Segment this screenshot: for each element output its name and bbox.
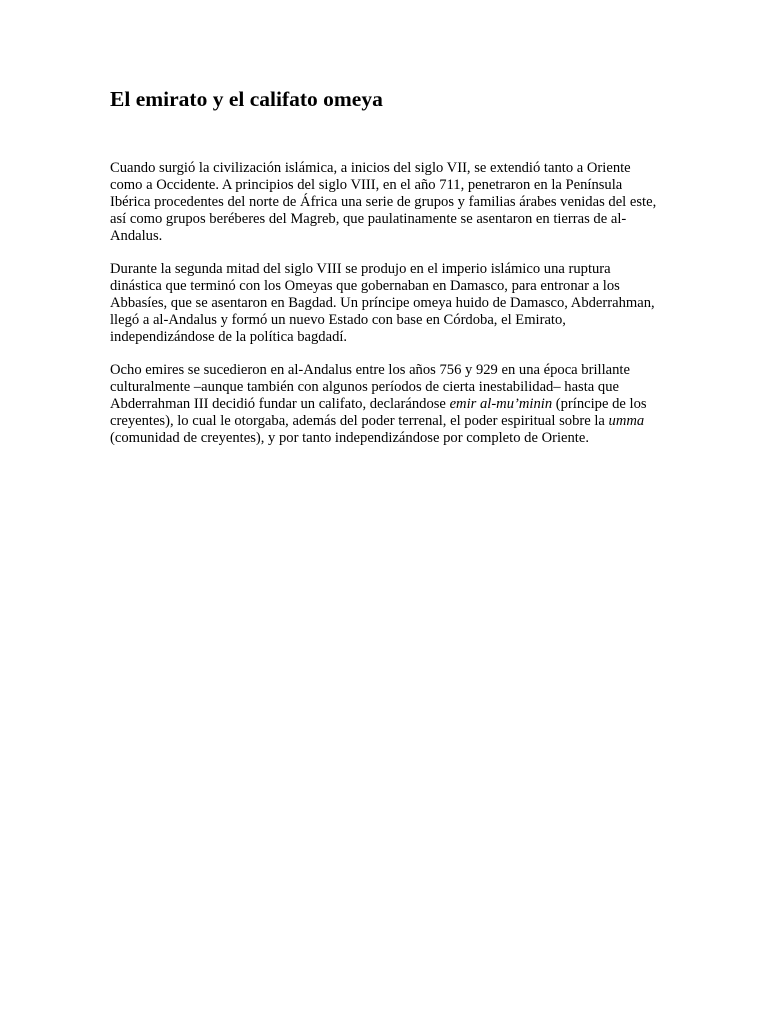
term-emir-al-muminin: emir al-mu’minin xyxy=(449,396,553,412)
paragraph-1: Cuando surgió la civilización islámica, a inicios del siglo VII, se extendió tanto a Oriente como a Occidente. A principios del siglo VIII, en el año 711, penetraron en la Península Ibérica procedentes del norte de África una serie de grupos y familias árabes venidas del este, así como grupos beréberes del Magreb, que paulatinamente se asentaron en tierras de al-Andalus. xyxy=(110,160,657,244)
document-title: El emirato y el califato omeya xyxy=(110,87,383,111)
paragraph-3-part-2: (príncipe de los creyentes), lo cual le otorgaba, además del poder terrenal, el poder espiritual sobre la xyxy=(110,396,647,429)
paragraph-3-part-3: (comunidad de creyentes), y por tanto independizándose por completo de Oriente. xyxy=(110,430,589,446)
document-page xyxy=(110,84,658,463)
term-umma: umma xyxy=(608,413,645,429)
paragraph-3-part-1: Ocho emires se sucedieron en al-Andalus entre los años 756 y 929 en una época brillante culturalmente –aunque también con algunos períodos de cierta inestabilidad– hasta que Abderrahman III decidió fundar un califato, declarándose xyxy=(110,362,630,412)
paragraph-2: Durante la segunda mitad del siglo VIII se produjo en el imperio islámico una ruptura dinástica que terminó con los Omeyas que gobernaban en Damasco, para entronar a los Abbasíes, que se asentaron en Bagdad. Un príncipe omeya huido de Damasco, Abderrahman, llegó a al-Andalus y formó un nuevo Estado con base en Córdoba, el Emirato, independizándose de la política bagdadí. xyxy=(110,261,655,345)
paragraph-3 xyxy=(110,362,658,447)
